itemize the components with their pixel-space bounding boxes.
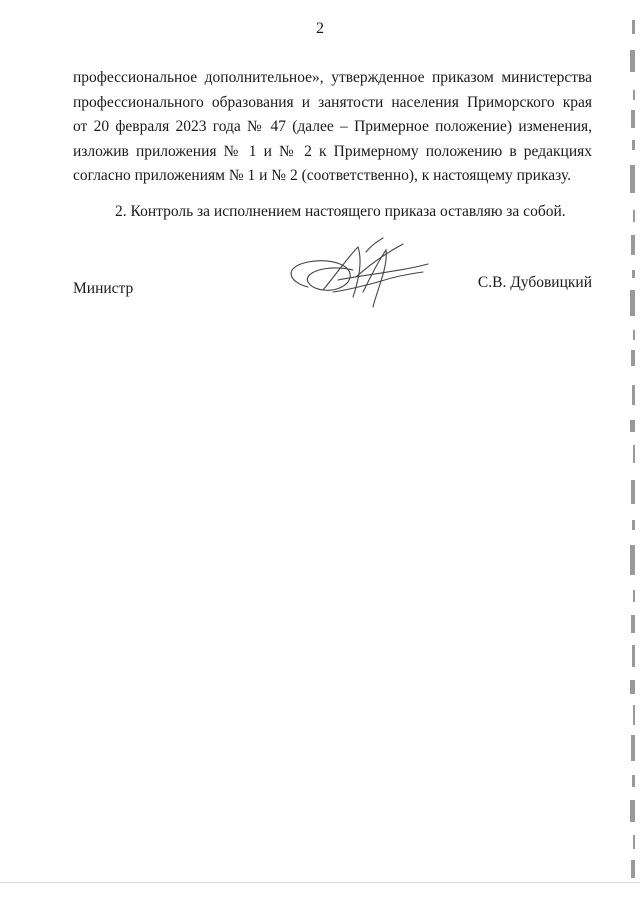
signatory-position: Министр [73, 280, 134, 297]
signature-block [73, 270, 592, 330]
paragraph-1-line: профессиональное дополнительное», утвержденное приказом министерства [73, 69, 592, 86]
scan-bottom-line [0, 882, 640, 883]
paragraph-1-line: от 20 февраля 2023 года № 47 (далее – Примерное положение) изменения, [73, 118, 592, 135]
paragraph-1-line: профессионального образования и занятости населения Приморского края [73, 93, 592, 111]
signatory-name: С.В. Дубовицкий [477, 274, 592, 291]
paragraph-1-line: согласно приложениям № 1 и № 2 (соответственно), к настоящему приказу. [73, 167, 572, 184]
scan-edge-marks [626, 0, 640, 905]
page-number: 2 [316, 20, 324, 37]
handwritten-signature [278, 232, 438, 312]
paragraph-1-line: изложив приложения № 1 и № 2 к Примерному положению в редакциях [73, 142, 592, 160]
paragraph-1 [73, 66, 592, 189]
paragraph-2: 2. Контроль за исполнением настоящего приказа оставляю за собой. [115, 203, 566, 220]
